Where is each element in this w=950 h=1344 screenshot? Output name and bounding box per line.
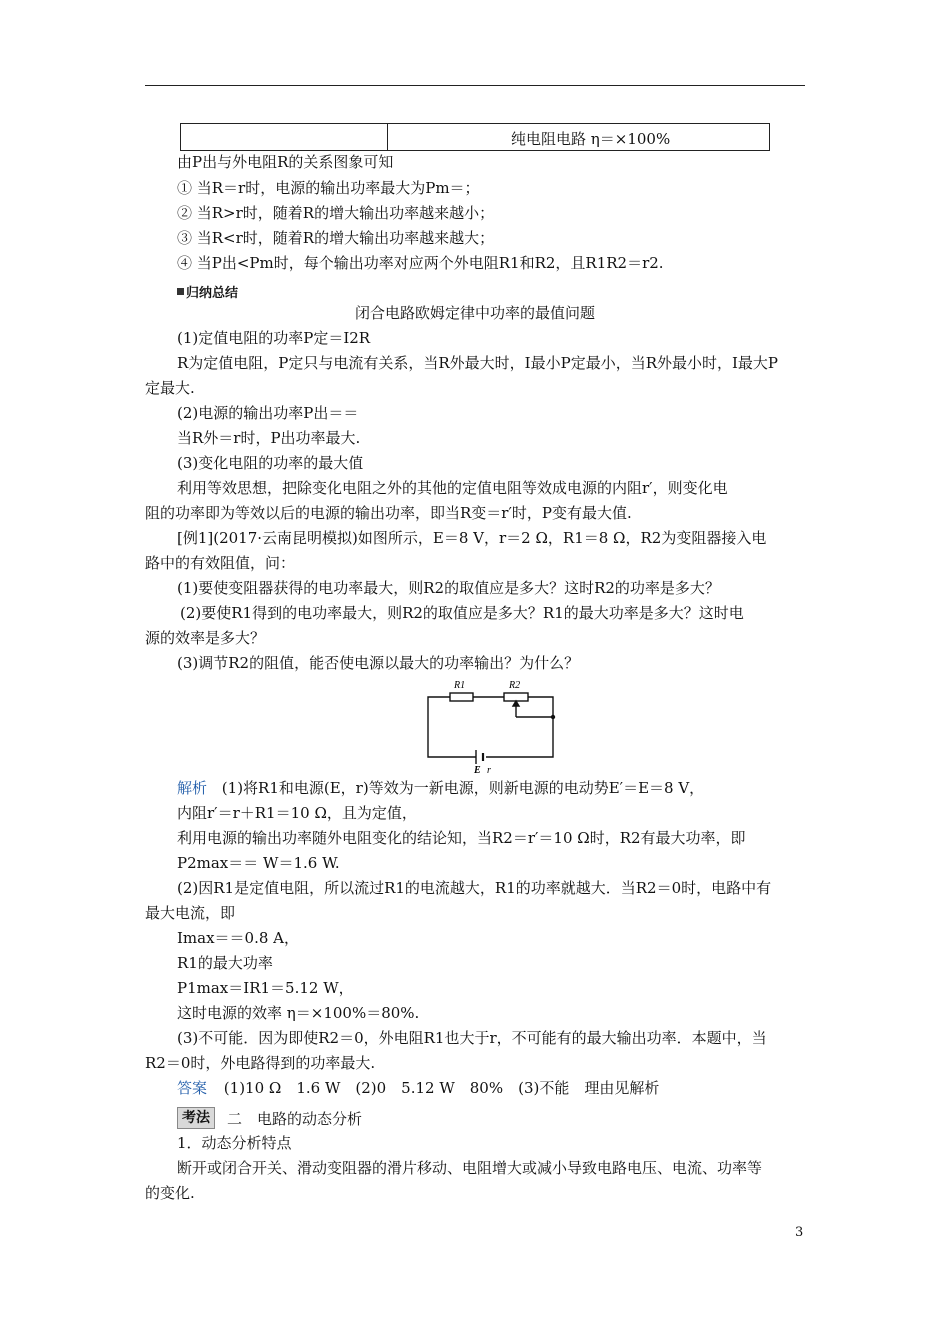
- formula-table: [180, 123, 770, 151]
- text-line: 路中的有效阻值，问：: [145, 554, 296, 572]
- text-line: ① 当R＝r时，电源的输出功率最大为Pm＝；: [177, 179, 480, 197]
- text-line: (3)调节R2的阻值，能否使电源以最大的功率输出？为什么？: [177, 654, 580, 672]
- solution-line: [177, 778, 704, 798]
- text-line: 当R外＝r时，P出功率最大.: [177, 429, 361, 447]
- text-line: ② 当R>r时，随着R的增大输出功率越来越小；: [177, 204, 495, 222]
- text-line: 这时电源的效率 η＝×100%＝80%.: [177, 1004, 420, 1022]
- wire-top-right: [528, 697, 553, 717]
- heading-square-icon: [177, 288, 184, 295]
- text-line: ③ 当R<r时，随着R的增大输出功率越来越大；: [177, 229, 495, 247]
- text-line: ④ 当P出<Pm时，每个输出功率对应两个外电阻R1和R2，且R1R2＝r2.: [177, 254, 664, 272]
- text-line: 阻的功率即为等效以后的电源的输出功率，即当R变＝r′时，P变有最大值.: [145, 504, 632, 522]
- method-title: 二 电路的动态分析: [227, 1109, 363, 1128]
- text-line: 利用电源的输出功率随外电阻变化的结论知，当R2＝r′＝10 Ω时，R2有最大功率，即: [177, 829, 746, 847]
- text-line: 1．动态分析特点: [177, 1134, 292, 1152]
- wire-right: [486, 717, 553, 757]
- text-line: 源的效率是多大？: [145, 629, 266, 647]
- table-cell: 纯电阻电路 η＝×100%: [511, 130, 671, 148]
- text-line: 利用等效思想，把除变化电阻之外的其他的定值电阻等效成电源的内阻r′，则变化电: [177, 479, 728, 497]
- heading-label: 归纳总结: [186, 286, 239, 301]
- text-line: 定最大.: [145, 379, 195, 397]
- text-line: [例1](2017·云南昆明模拟)如图所示，E＝8 V，r＝2 Ω，R1＝8 Ω，R2为变阻器接入电: [177, 529, 767, 547]
- text-line: 最大电流，即: [145, 904, 236, 922]
- text-line: 的变化.: [145, 1184, 195, 1202]
- text-line: (2)因R1是定值电阻，所以流过R1的电流越大，R1的功率就越大．当R2＝0时，电路中有: [177, 879, 772, 897]
- text-line: (1)定值电阻的功率P定＝I2R: [177, 329, 371, 347]
- text-line: (2)要使R1得到的电功率最大，则R2的取值应是多大？R1的最大功率是多大？这时电: [180, 604, 744, 622]
- method-badge: 考法: [177, 1107, 215, 1129]
- answer-text: (1)10 Ω 1.6 W (2)0 5.12 W 80% (3)不能 理由见解析: [223, 1079, 660, 1097]
- text-line: R2＝0时，外电路得到的功率最大.: [145, 1054, 376, 1072]
- text-line: 断开或闭合开关、滑动变阻器的滑片移动、电阻增大或减小导致电路电压、电流、功率等: [177, 1159, 763, 1177]
- slider-arrow-icon: [513, 701, 519, 706]
- label-r: r: [487, 765, 491, 775]
- text-line: (2)电源的输出功率P出＝＝: [177, 404, 359, 422]
- answer-line: [177, 1078, 659, 1098]
- header-rule: [145, 85, 805, 86]
- junction-dot: [551, 715, 555, 719]
- text-line: R为定值电阻，P定只与电流有关系，当R外最大时，I最小P定最小，当R外最小时，I最大P: [177, 354, 779, 372]
- text-line: 由P出与外电阻R的关系图象可知: [177, 153, 394, 171]
- text-line: (3)变化电阻的功率的最大值: [177, 454, 364, 472]
- section-title: 闭合电路欧姆定律中功率的最值问题: [354, 304, 595, 322]
- answer-label: 答案: [177, 1079, 208, 1097]
- text-line: Imax＝＝0.8 A，: [177, 929, 300, 947]
- text-line: (3)不可能．因为即使R2＝0，外电阻R1也大于r，不可能有的最大输出功率．本题中，当: [177, 1029, 767, 1047]
- resistor-r1: [450, 693, 473, 701]
- text-line: 内阻r′＝r＋R1＝10 Ω，且为定值，: [177, 804, 417, 822]
- text-line: R1的最大功率: [177, 954, 273, 972]
- method-heading: [177, 1107, 362, 1129]
- circuit-diagram: [420, 673, 560, 775]
- table-divider: [387, 124, 388, 150]
- wire-left: [428, 697, 476, 757]
- page-number: 3: [795, 1225, 804, 1240]
- text-line: (1)要使变阻器获得的电功率最大，则R2的取值应是多大？这时R2的功率是多大？: [177, 579, 720, 597]
- label-r2: R2: [509, 680, 521, 691]
- solution-label: 解析: [177, 779, 208, 797]
- summary-heading: [177, 282, 238, 301]
- text-line: P2max＝＝ W＝1.6 W.: [177, 854, 340, 872]
- label-r1: R1: [454, 680, 466, 691]
- label-e: E: [474, 765, 481, 775]
- text-line: P1max＝IR1＝5.12 W，: [177, 979, 354, 997]
- solution-text: (1)将R1和电源(E，r)等效为一新电源，则新电源的电动势E′＝E＝8 V，: [221, 779, 705, 797]
